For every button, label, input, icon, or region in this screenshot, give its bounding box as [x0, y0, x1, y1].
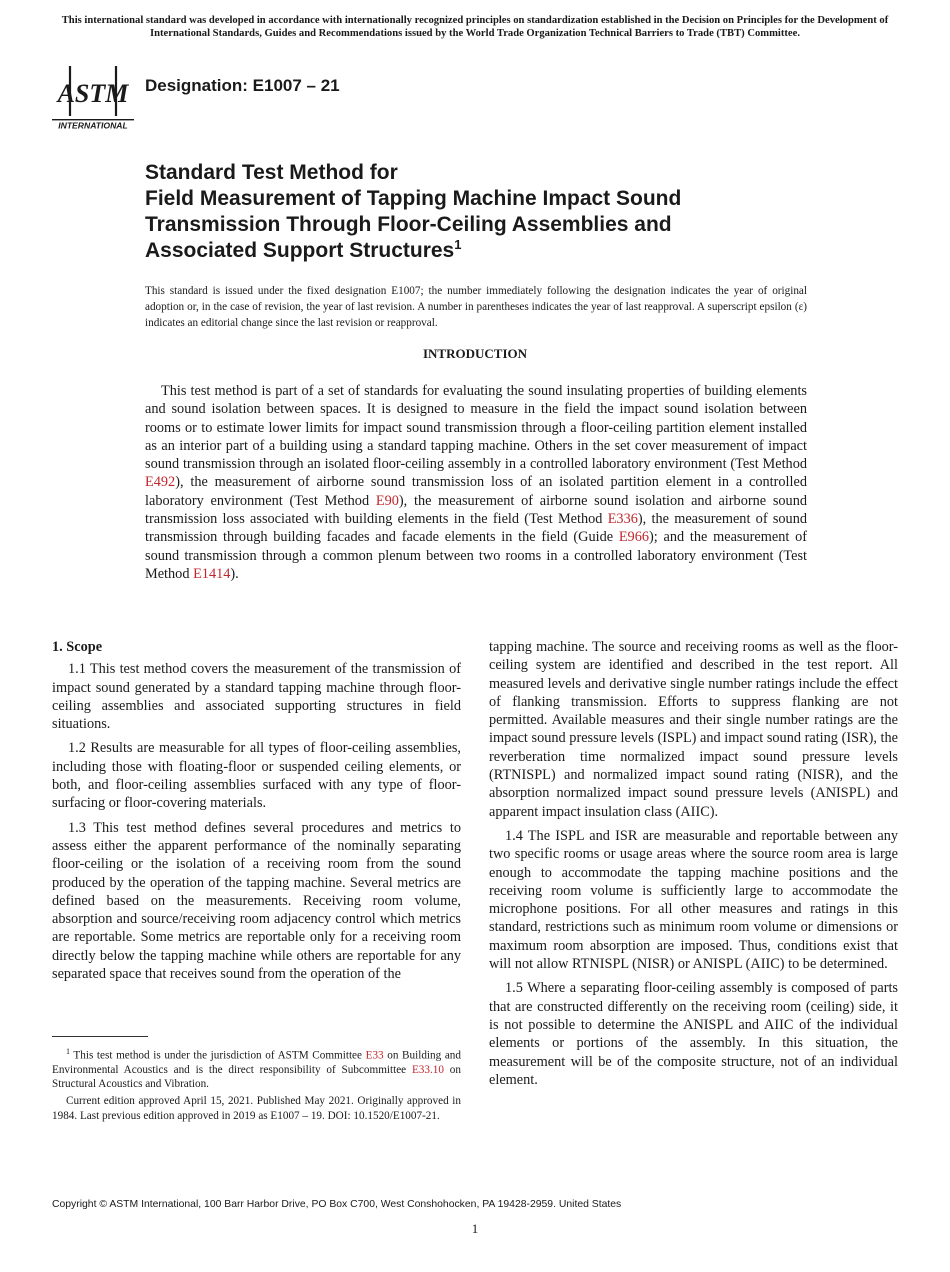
ref-link-e492[interactable]: E492: [145, 474, 176, 491]
ref-link-e1414[interactable]: E1414: [193, 565, 231, 582]
footnote-edition: Current edition approved April 15, 2021. Published May 2021. Originally approved in 1984. Last previous edition approved in 2019 as E1007 – 19. DOI: 10.1520/E1007-21.: [52, 1095, 461, 1122]
paragraph-1-5: 1.5 Where a separating floor-ceiling assembly is composed of parts that are constructed differently on the receiving room (ceiling) side, it is not possible to determine the ANISPL and AIIC of the individual elements or portions of the assembly. In this situation, the measurement will be of the composite structure, not of an individual element.: [489, 980, 898, 1088]
logo-caption: INTERNATIONAL: [58, 120, 128, 130]
ref-link-e336[interactable]: E336: [607, 511, 638, 528]
designation: Designation: E1007 – 21: [145, 76, 340, 95]
right-column: [489, 638, 898, 1095]
title-line-2: Field Measurement of Tapping Machine Impact Sound: [145, 187, 682, 210]
page-number: 1: [471, 1221, 479, 1236]
footnote-1: $^1$ This test method is under the jurisdiction of ASTM Committee E33 on Building and Environmental Acoustics and is the direct responsibility of Subcommittee E33.10 on Structural Acoustics and Vibration.: [52, 1047, 461, 1091]
left-column: [52, 638, 461, 989]
section-heading-scope: 1. Scope: [52, 639, 103, 655]
title-line-3: Transmission Through Floor-Ceiling Assemblies and: [145, 213, 672, 236]
footnote-mark: 1: [66, 1047, 70, 1056]
paragraph-1-2: 1.2 Results are measurable for all types of floor-ceiling assemblies, including those with floating-floor or suspended ceiling elements, or both, and floor-ceiling assemblies surfaced with any type of floor-surfacing or floor-covering materials.: [52, 740, 461, 812]
title-line-4: Associated Support Structures$^1$: [145, 237, 462, 262]
copyright: Copyright © ASTM International, 100 Barr Harbor Drive, PO Box C700, West Conshohocken, PA 19428-2959. United States: [52, 1199, 622, 1210]
paragraph-1-1: 1.1 This test method covers the measurement of the transmission of impact sound generated by a standard tapping machine through floor-ceiling assemblies and associated supporting structures in field situations.: [52, 661, 461, 733]
document-title: [145, 160, 865, 264]
committee-link-e33[interactable]: E33: [365, 1049, 384, 1062]
introduction-heading: INTRODUCTION: [422, 346, 527, 361]
logo-letters: ASTM: [57, 79, 129, 108]
wto-notice: This international standard was developed in accordance with internationally recognized principles on standardization established in the Decision on Principles for the Development of International Standards, Guides and Recommendations issued by the World Trade Organization Technical Barriers to Trade (TBT) Committee.: [61, 15, 889, 39]
introduction-paragraph: This test method is part of a set of standards for evaluating the sound insulating properties of building elements and sound isolation between spaces. It is designed to measure in the field the impact sound isolation between rooms or to estimate lower limits for impact sound transmission through a floor-ceiling partition element installed as an interior part of a building using a standard tapping machine. Others in the set cover measurement of impact sound transmission through an isolated floor-ceiling assembly in a controlled laboratory environment (Test Method E492), the measurement of airborne sound transmission loss of an isolated partition element in a controlled laboratory environment (Test Method E90), the measurement of airborne sound isolation and airborne sound transmission loss associated with building elements in the field (Test Method E336), the measurement of sound transmission through building facades and facade elements in the field (Guide E966); and the measurement of sound transmission through a common plenum between two rooms in a controlled laboratory environment (Test Method E1414).: [145, 383, 808, 582]
footnote-divider: [52, 1036, 148, 1037]
paragraph-1-3-continued: tapping machine. The source and receiving rooms as well as the floor-ceiling system are identified and described in the test report. All measured levels and derivative single number ratings include the effect of flanking transmission. Efforts to suppress flanking are not permitted. Available measures and their single number ratings are the impact sound pressure levels (ISPL) and impact sound rating (ISR), the reverberation time normalized impact sound pressure levels (RTNISPL) and normalized impact sound rating (NISR), and the absorption normalized impact sound pressure levels (ANISPL) and apparent impact insulation class (AIIC).: [489, 639, 898, 820]
subcommittee-link-e33-10[interactable]: E33.10: [411, 1063, 444, 1076]
paragraph-1-4: 1.4 The ISPL and ISR are measurable and reportable between any two specific rooms or usage areas where the source room area is large enough to accommodate the tapping machine positions and the receiving room volume is sufficiently large to accommodate the microphone positions. For all other measures and ratings in this standard, restrictions such as minimum room volume or dimensions or maximum room absorption are imposed. Thus, conditions exist that will not allow RTNISPL (NISR) or ANISPL (AIIC) to be determined.: [489, 827, 898, 973]
paragraph-1-3: 1.3 This test method defines several procedures and metrics to assess either the apparent performance of the nominally separating floor-ceiling or the isolation of a receiving room from the sound produced by the operation of the tapping machine. Several metrics are defined based on the measurements. Receiving room volume, absorption and source/receiving room adjacency control which metrics are reportable. Some metrics are reportable only for a receiving room directly below the tapping machine while others are reportable for any separated space that receives sound from the operation of the: [52, 819, 461, 983]
ref-link-e90[interactable]: E90: [375, 492, 399, 509]
footnotes: [52, 1045, 461, 1126]
ref-link-e966[interactable]: E966: [618, 529, 650, 546]
astm-logo-icon: [52, 58, 134, 130]
issued-note: This standard is issued under the fixed designation E1007; the number immediately following the designation indicates the year of original adoption or, in the case of revision, the year of last revision. A number in parentheses indicates the year of last reapproval. A superscript epsilon (ε) indicates an editorial change since the last revision or reapproval.: [145, 285, 807, 329]
title-line-1: Standard Test Method for: [145, 161, 398, 184]
title-footnote-mark: 1: [454, 237, 462, 252]
